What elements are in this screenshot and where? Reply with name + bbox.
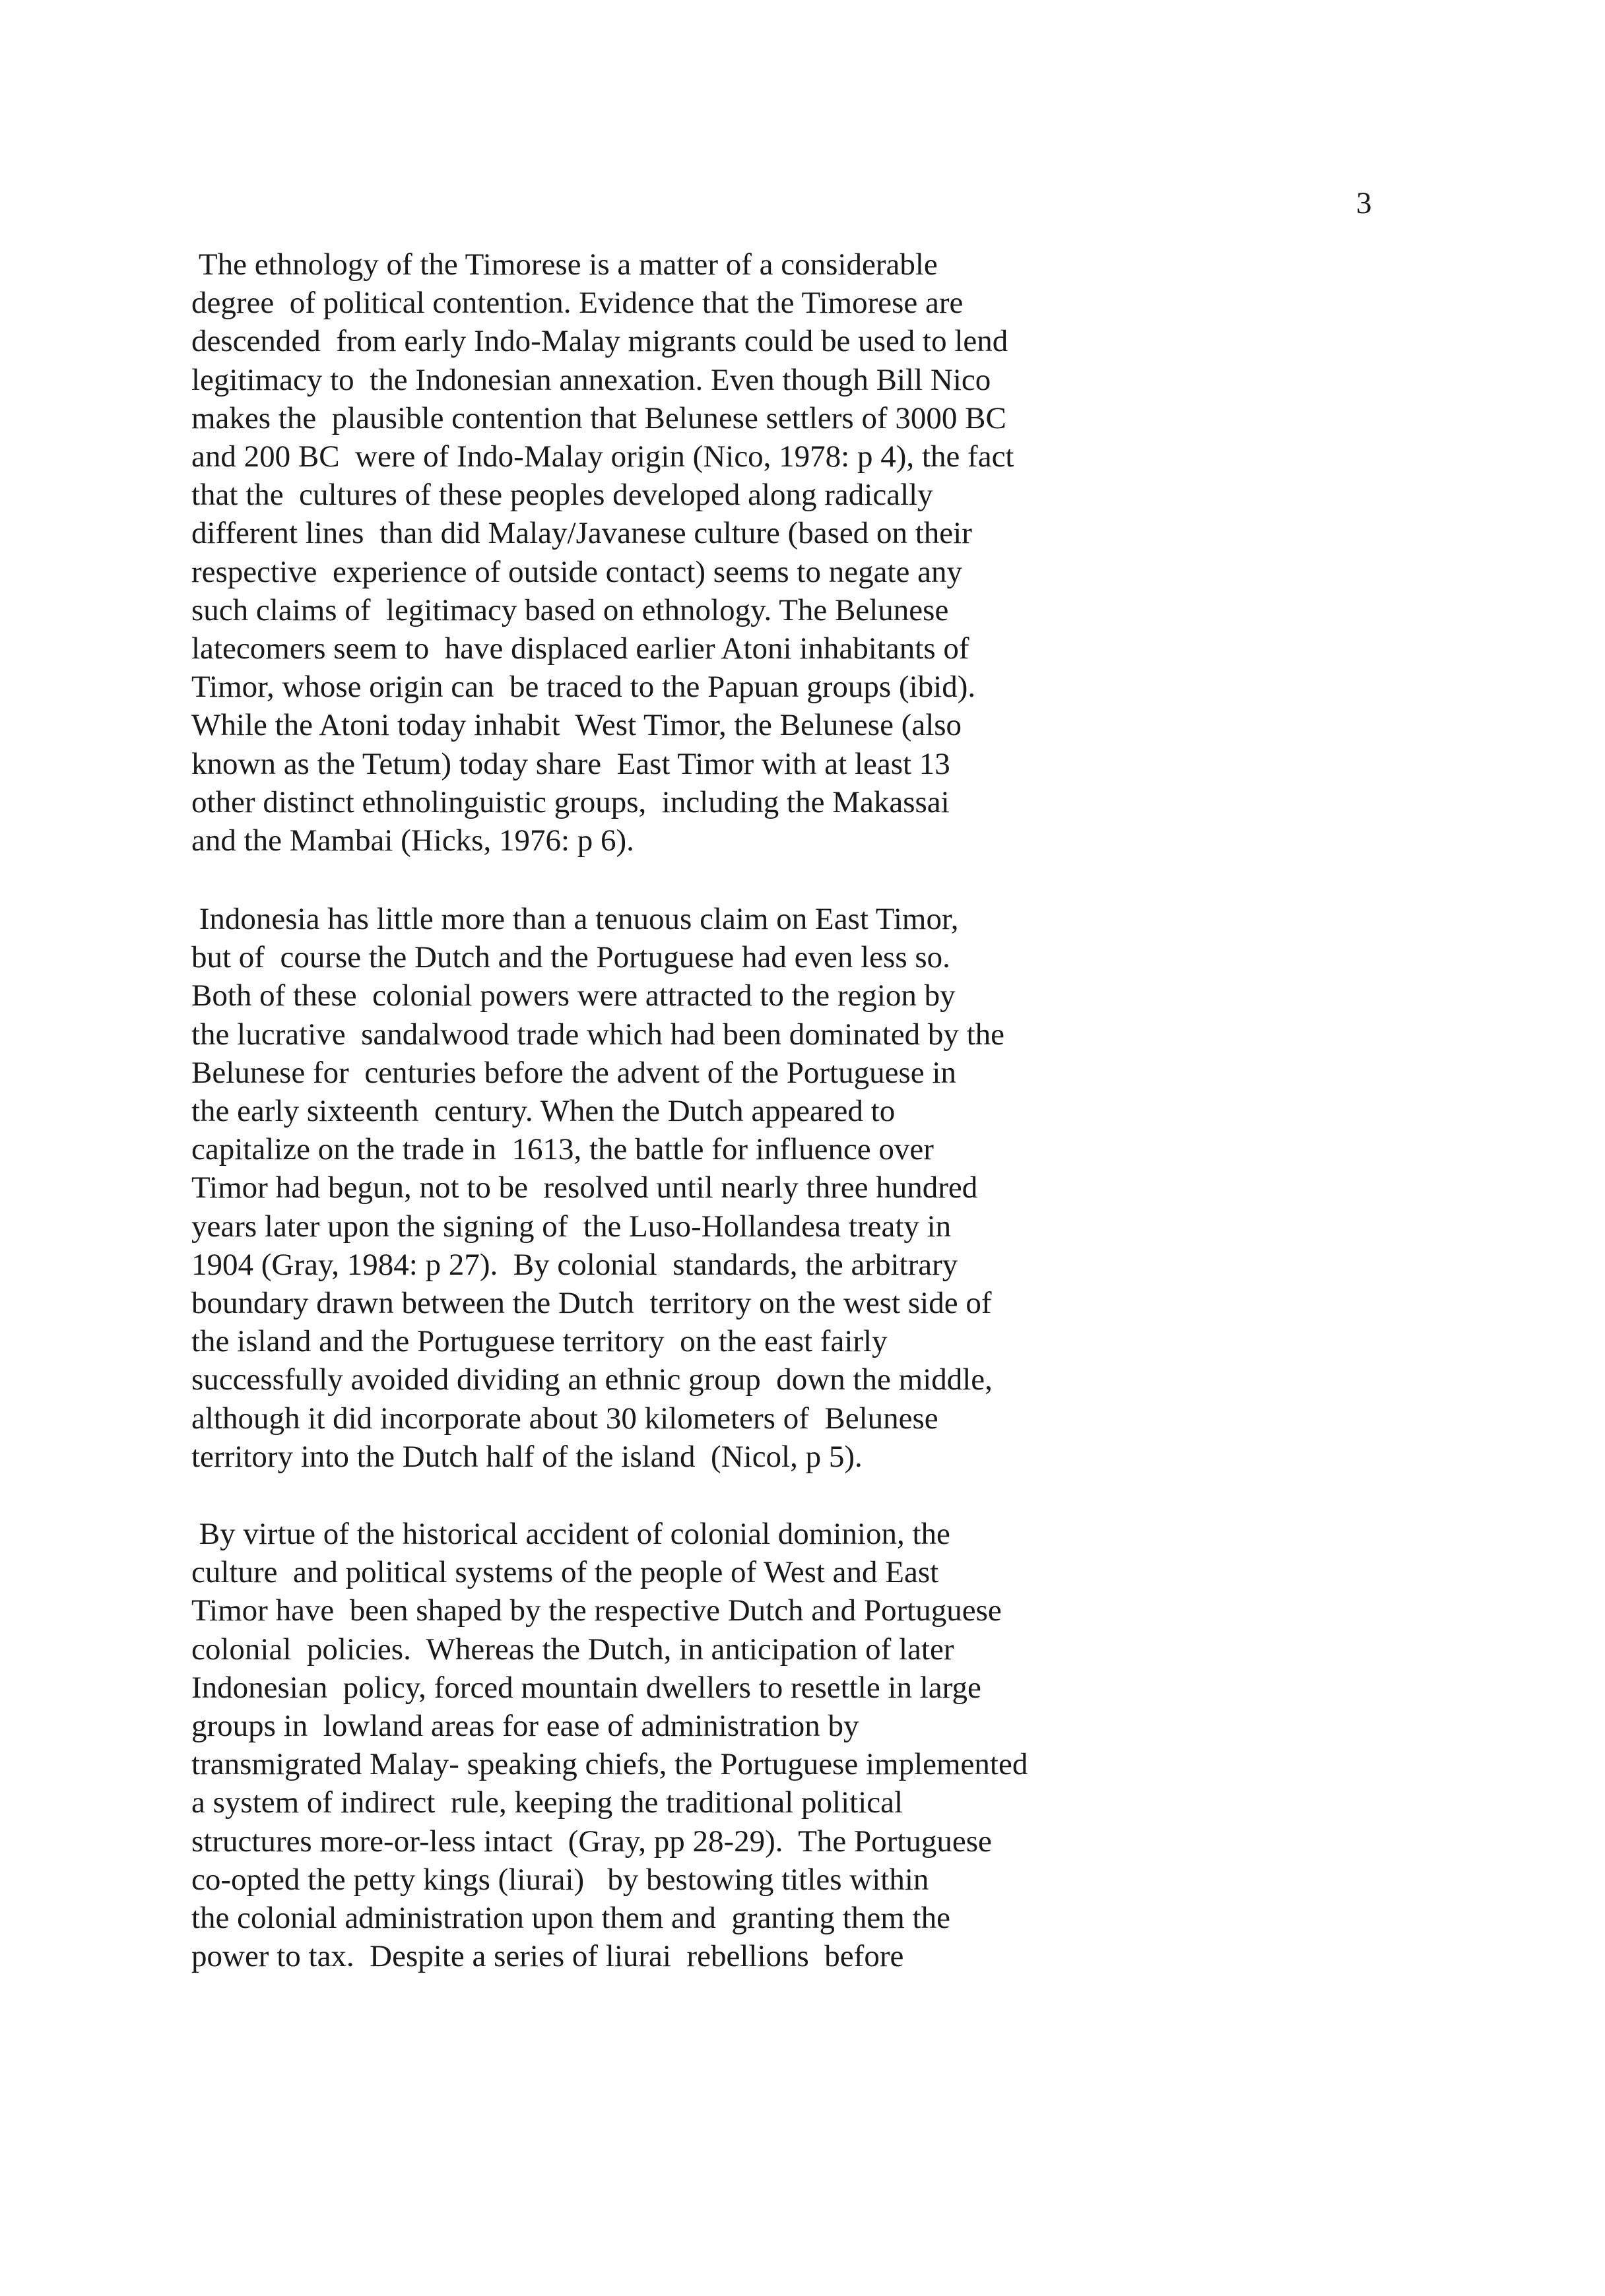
text-line: descended from early Indo-Malay migrants could be used to lend: [191, 324, 1008, 359]
text-line: culture and political systems of the people of West and East: [191, 1555, 939, 1590]
paragraph-colonial-claims: [191, 900, 1445, 1476]
text-line: the early sixteenth century. When the Dutch appeared to: [191, 1094, 896, 1129]
text-line: Indonesian policy, forced mountain dwellers to resettle in large: [191, 1670, 981, 1705]
text-line: While the Atoni today inhabit West Timor, the Belunese (also: [191, 708, 962, 743]
text-line: a system of indirect rule, keeping the traditional political: [191, 1785, 903, 1820]
text-line: Both of these colonial powers were attracted to the region by: [191, 978, 956, 1013]
text-line: years later upon the signing of the Luso-Hollandesa treaty in: [191, 1209, 952, 1244]
text-line: different lines than did Malay/Javanese culture (based on their: [191, 516, 972, 551]
text-line: that the cultures of these peoples developed along radically: [191, 478, 933, 513]
text-line: The ethnology of the Timorese is a matter of a considerable: [191, 247, 938, 282]
text-line: but of course the Dutch and the Portuguese had even less so.: [191, 940, 950, 975]
text-line: the island and the Portuguese territory on the east fairly: [191, 1324, 888, 1359]
text-line: groups in lowland areas for ease of administration by: [191, 1709, 859, 1744]
text-line: degree of political contention. Evidence that the Timorese are: [191, 286, 964, 321]
page-number: 3: [1356, 186, 1372, 220]
text-line: power to tax. Despite a series of liurai rebellions before: [191, 1939, 904, 1974]
text-line: the colonial administration upon them and granting them the: [191, 1901, 950, 1936]
text-line: makes the plausible contention that Belunese settlers of 3000 BC: [191, 400, 1006, 435]
paragraph-colonial-dominion: [191, 1515, 1445, 1975]
text-line: By virtue of the historical accident of colonial dominion, the: [191, 1517, 950, 1551]
text-line: respective experience of outside contact) seems to negate any: [191, 554, 962, 589]
text-line: structures more-or-less intact (Gray, pp 28-29). The Portuguese: [191, 1824, 992, 1859]
text-line: other distinct ethnolinguistic groups, including the Makassai: [191, 784, 950, 819]
text-line: Timor, whose origin can be traced to the Papuan groups (ibid).: [191, 670, 976, 705]
text-line: latecomers seem to have displaced earlier Atoni inhabitants of: [191, 631, 969, 666]
text-line: transmigrated Malay- speaking chiefs, the Portuguese implemented: [191, 1747, 1028, 1782]
text-line: Belunese for centuries before the advent of the Portuguese in: [191, 1055, 956, 1090]
text-line: and the Mambai (Hicks, 1976: p 6).: [191, 823, 634, 858]
paragraph-ethnology: [191, 245, 1445, 860]
text-line: co-opted the petty kings (liurai) by bestowing titles within: [191, 1862, 929, 1897]
text-line: Indonesia has little more than a tenuous claim on East Timor,: [191, 902, 959, 936]
text-line: Timor have been shaped by the respective Dutch and Portuguese: [191, 1593, 1002, 1628]
text-line: such claims of legitimacy based on ethnology. The Belunese: [191, 592, 949, 627]
text-line: the lucrative sandalwood trade which had been dominated by the: [191, 1017, 1005, 1052]
text-line: successfully avoided dividing an ethnic group down the middle,: [191, 1362, 993, 1397]
text-line: legitimacy to the Indonesian annexation. Even though Bill Nico: [191, 362, 991, 397]
text-line: territory into the Dutch half of the island (Nicol, p 5).: [191, 1439, 863, 1474]
text-line: Timor had begun, not to be resolved until nearly three hundred: [191, 1170, 978, 1205]
text-line: although it did incorporate about 30 kilometers of Belunese: [191, 1401, 938, 1436]
text-line: colonial policies. Whereas the Dutch, in anticipation of later: [191, 1632, 954, 1667]
text-line: capitalize on the trade in 1613, the battle for influence over: [191, 1132, 934, 1167]
text-line: 1904 (Gray, 1984: p 27). By colonial standards, the arbitrary: [191, 1247, 958, 1282]
text-line: boundary drawn between the Dutch territory on the west side of: [191, 1286, 992, 1321]
text-line: known as the Tetum) today share East Timor with at least 13: [191, 746, 950, 781]
text-line: and 200 BC were of Indo-Malay origin (Nico, 1978: p 4), the fact: [191, 439, 1014, 474]
